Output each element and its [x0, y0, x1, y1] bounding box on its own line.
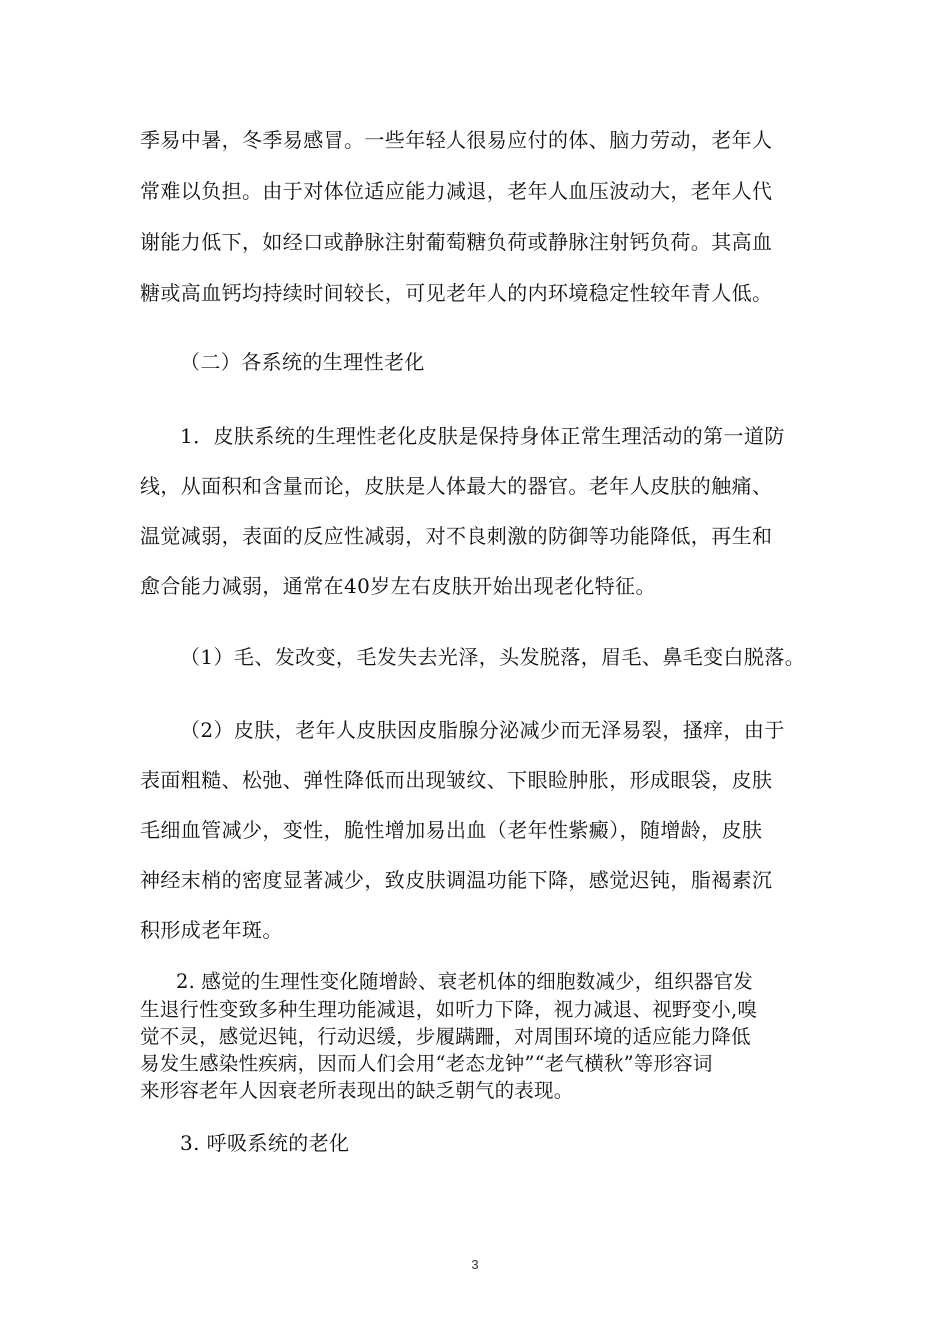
list-item-hair: （1）毛、发改变，毛发失去光泽，头发脱落，眉毛、鼻毛变白脱落。	[180, 645, 806, 669]
section-heading: 3. 呼吸系统的老化	[180, 1131, 350, 1155]
text-line: 来形容老年人因衰老所表现出的缺乏朝气的表现。	[140, 1079, 574, 1102]
text-line: 易发生感染性疾病，因而人们会用“老态龙钟”“老气横秋”等形容词	[140, 1052, 713, 1075]
text-line: 2. 感觉的生理性变化随增龄、衰老机体的细胞数减少，组织器官发	[176, 970, 754, 993]
text-line: 温觉减弱，表面的反应性减弱，对不良刺激的防御等功能降低，再生和	[140, 524, 773, 548]
section-heading: （二）各系统的生理性老化	[180, 350, 425, 374]
text-line: 生退行性变致多种生理功能减退，如听力下降，视力减退、视野变小,嗅	[140, 998, 758, 1021]
text-line: 谢能力低下，如经口或静脉注射葡萄糖负荷或静脉注射钙负荷。其高血	[140, 230, 773, 254]
text-line: 线，从面积和含量而论，皮肤是人体最大的器官。老年人皮肤的触痛、	[140, 474, 773, 498]
text-line: 表面粗糙、松弛、弹性降低而出现皱纹、下眼睑肿胀，形成眼袋，皮肤	[140, 768, 773, 792]
text-line: 毛细血管减少，变性，脆性增加易出血（老年性紫癜），随增龄，皮肤	[140, 818, 763, 842]
text-line: 神经末梢的密度显著减少，致皮肤调温功能下降，感觉迟钝，脂褐素沉	[140, 868, 773, 892]
text-line: 常难以负担。由于对体位适应能力减退，老年人血压波动大，老年人代	[140, 179, 773, 203]
text-line: （2）皮肤，老年人皮肤因皮脂腺分泌减少而无泽易裂，搔痒，由于	[180, 718, 785, 742]
text-line: 季易中暑，冬季易感冒。一些年轻人很易应付的体、脑力劳动，老年人	[140, 128, 773, 152]
text-line: 1．皮肤系统的生理性老化皮肤是保持身体正常生理活动的第一道防	[180, 424, 785, 448]
text-line: 愈合能力减弱，通常在40岁左右皮肤开始出现老化特征。	[140, 574, 656, 598]
text-line: 觉不灵，感觉迟钝，行动迟缓，步履蹒跚，对周围环境的适应能力降低	[140, 1025, 751, 1048]
text-line: 积形成老年斑。	[140, 918, 283, 942]
text-line: 糖或高血钙均持续时间较长，可见老年人的内环境稳定性较年青人低。	[140, 281, 773, 305]
page-number: 3	[471, 1257, 479, 1272]
